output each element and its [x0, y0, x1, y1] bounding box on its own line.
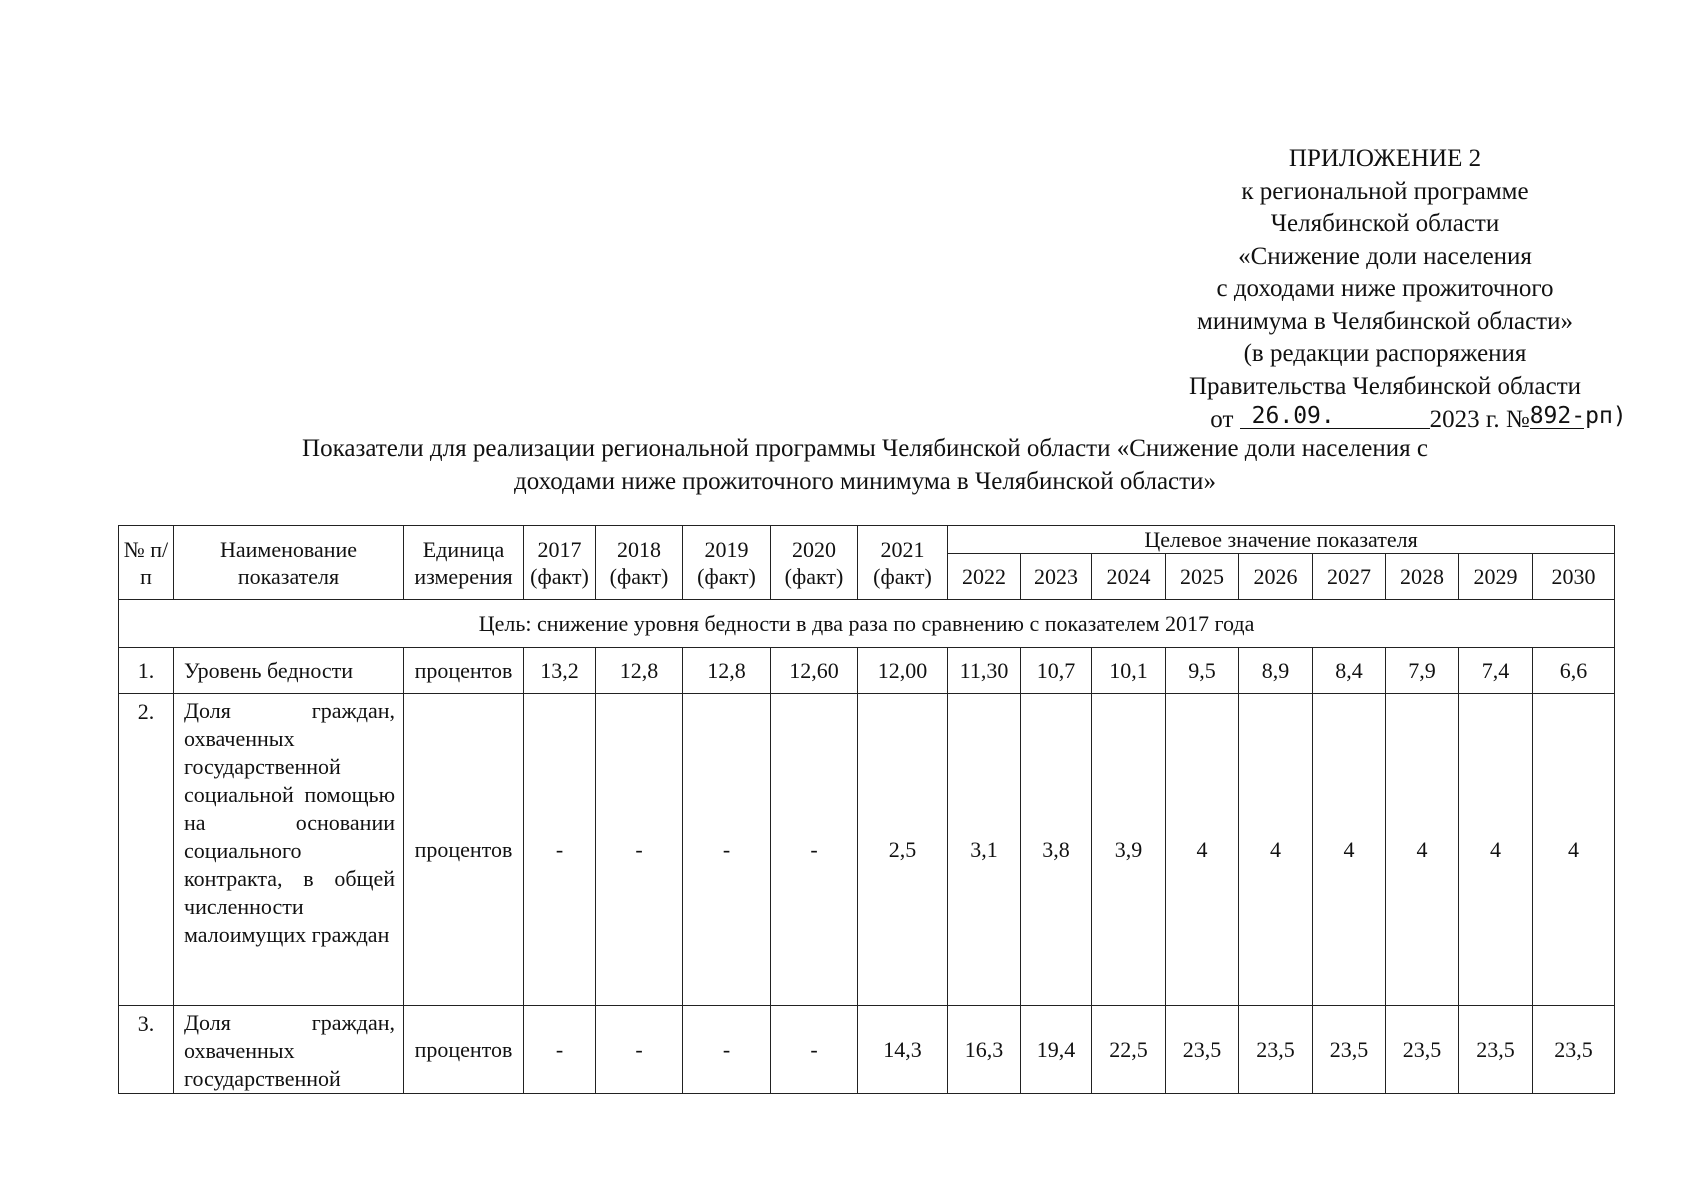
row-value: 12,00 [858, 648, 948, 694]
row-value: 3,1 [948, 694, 1021, 1006]
row-value: 19,4 [1021, 1006, 1092, 1094]
header-target-year: 2028 [1386, 554, 1459, 600]
row-name: Доля граждан, охваченных государственной социальной помощью на основании социального контракта, в общей численности малоимущих граждан [174, 694, 404, 1006]
goal-row: Цель: снижение уровня бедности в два раза по сравнению с показателем 2017 года [119, 600, 1615, 648]
annex-line: «Снижение доли населения [1238, 242, 1532, 270]
title-line-2: доходами ниже прожиточного минимума в Челябинской области» [514, 468, 1216, 495]
annex-heading: ПРИЛОЖЕНИЕ 2 [1288, 145, 1482, 172]
row-num: 3. [119, 1006, 174, 1094]
row-value: 12,8 [683, 648, 771, 694]
row-value: 23,5 [1239, 1006, 1313, 1094]
row-value: 23,5 [1386, 1006, 1459, 1094]
table-row [119, 648, 1615, 694]
row-value: 10,7 [1021, 648, 1092, 694]
indicators-table [118, 525, 1615, 1094]
header-target-year: 2027 [1313, 554, 1386, 600]
header-year: 2018 (факт) [596, 526, 683, 600]
header-target-year: 2024 [1092, 554, 1166, 600]
header-target-year: 2029 [1459, 554, 1533, 600]
row-value: - [771, 1006, 858, 1094]
row-num: 2. [119, 694, 174, 1006]
row-num: 1. [119, 648, 174, 694]
row-value: 4 [1386, 694, 1459, 1006]
row-unit: процентов [404, 1006, 524, 1094]
annex-line: с доходами ниже прожиточного [1216, 275, 1554, 302]
table-row [119, 694, 1615, 1006]
row-value: - [771, 694, 858, 1006]
document-title [215, 432, 1515, 498]
row-value: 4 [1239, 694, 1313, 1006]
annex-block [1115, 143, 1655, 437]
row-value: 23,5 [1166, 1006, 1239, 1094]
row-value: 8,4 [1313, 648, 1386, 694]
row-value: 23,5 [1459, 1006, 1533, 1094]
annex-line: Правительства Челябинской области [1188, 372, 1582, 400]
row-name: Уровень бедности [174, 648, 404, 694]
row-unit: процентов [404, 694, 524, 1006]
annex-line: к региональной программе [1241, 177, 1529, 205]
annex-line: (в редакции распоряжения [1243, 340, 1527, 367]
row-value: 13,2 [524, 648, 596, 694]
header-year: 2021 (факт) [858, 526, 948, 600]
row-value: 3,8 [1021, 694, 1092, 1006]
row-value: 12,8 [596, 648, 683, 694]
row-value: 8,9 [1239, 648, 1313, 694]
header-target-year: 2023 [1021, 554, 1092, 600]
annex-line: Челябинской области [1270, 210, 1500, 237]
header-year: 2017 (факт) [524, 526, 596, 600]
header-num: № п/п [119, 526, 174, 600]
number-field: 892-рп) [1529, 403, 1627, 429]
row-value: - [683, 694, 771, 1006]
row-value: 9,5 [1166, 648, 1239, 694]
row-value: 23,5 [1533, 1006, 1615, 1094]
row-value: - [596, 694, 683, 1006]
row-value: 23,5 [1313, 1006, 1386, 1094]
header-target-year: 2025 [1166, 554, 1239, 600]
row-name: Доля граждан, охваченных государственной [174, 1006, 404, 1094]
row-value: 4 [1166, 694, 1239, 1006]
row-value: 14,3 [858, 1006, 948, 1094]
date-field: 26.09. [1240, 404, 1430, 429]
header-target-year: 2026 [1239, 554, 1313, 600]
header-year: 2019 (факт) [683, 526, 771, 600]
row-value: - [683, 1006, 771, 1094]
row-value: 16,3 [948, 1006, 1021, 1094]
row-value: 6,6 [1533, 648, 1615, 694]
row-value: 4 [1533, 694, 1615, 1006]
date-year: 2023 г. № [1429, 406, 1530, 433]
row-value: 7,9 [1386, 648, 1459, 694]
header-target-group: Целевое значение показателя [948, 526, 1615, 554]
row-value: 4 [1313, 694, 1386, 1006]
row-value: - [596, 1006, 683, 1094]
row-value: 12,60 [771, 648, 858, 694]
row-value: 3,9 [1092, 694, 1166, 1006]
row-value: - [524, 694, 596, 1006]
title-line-1: Показатели для реализации региональной программы Челябинской области «Снижение доли населения с [302, 435, 1428, 462]
row-value: 7,4 [1459, 648, 1533, 694]
row-value: 2,5 [858, 694, 948, 1006]
row-value: 10,1 [1092, 648, 1166, 694]
row-unit: процентов [404, 648, 524, 694]
table-row [119, 1006, 1615, 1094]
row-value: 11,30 [948, 648, 1021, 694]
header-year: 2020 (факт) [771, 526, 858, 600]
row-value: 22,5 [1092, 1006, 1166, 1094]
header-target-year: 2022 [948, 554, 1021, 600]
header-unit: Единица измерения [404, 526, 524, 600]
row-value: - [524, 1006, 596, 1094]
annex-line: минимума в Челябинской области» [1197, 307, 1573, 335]
header-name: Наименование показателя [174, 526, 404, 600]
date-prefix: от [1210, 406, 1234, 433]
header-target-year: 2030 [1533, 554, 1615, 600]
row-value: 4 [1459, 694, 1533, 1006]
